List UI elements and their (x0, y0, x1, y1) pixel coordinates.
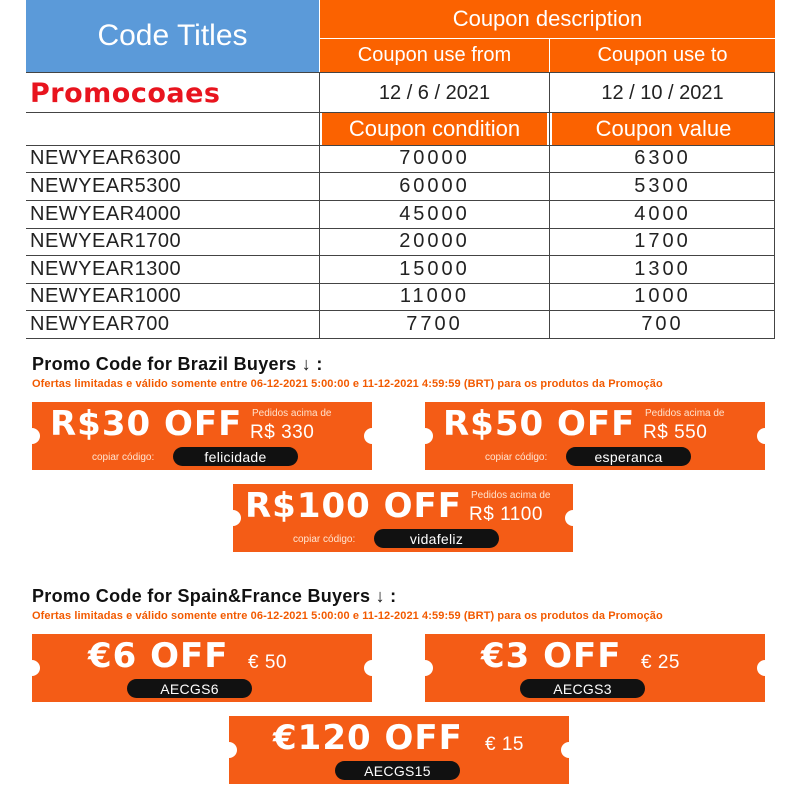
condition-value: 15000 (399, 257, 470, 280)
table-row-code (26, 172, 319, 200)
coupon-code-pill[interactable]: AECGS3 (520, 679, 645, 698)
coupon-notch (561, 742, 577, 758)
coupon-value: 700 (641, 312, 684, 335)
code-titles-label: Code Titles (97, 19, 248, 52)
code-titles-header (26, 0, 319, 72)
table-row-condition (320, 283, 549, 310)
coupon-brazil-50[interactable] (425, 402, 765, 470)
condition-value: 60000 (399, 174, 470, 197)
table-row-condition (320, 228, 549, 255)
coupon-code-pill[interactable]: AECGS6 (127, 679, 252, 698)
table-grid-line (774, 72, 775, 338)
coupon-notch (757, 660, 773, 676)
coupon-min-value: € 15 (485, 734, 524, 755)
table-row-condition (320, 200, 549, 228)
table-grid-line (26, 283, 775, 284)
coupon-code-pill[interactable]: felicidade (173, 447, 298, 466)
condition-value: 70000 (399, 147, 470, 169)
coupon-min-value: R$ 1100 (469, 504, 543, 525)
table-grid-line (26, 112, 775, 113)
table-row-value (550, 172, 775, 200)
coupon-notch (221, 742, 237, 758)
table-grid-line (26, 338, 775, 339)
table-grid-line (319, 72, 320, 338)
coupon-notch (364, 660, 380, 676)
coupon-value: 4000 (634, 202, 691, 225)
coupon-notch (24, 428, 40, 444)
coupon-code-pill[interactable]: esperanca (566, 447, 691, 466)
coupon-value: 1300 (634, 257, 691, 280)
table-row-code (26, 200, 319, 228)
brand-logo-text: Promocoaes (30, 77, 221, 109)
table-row-code (26, 145, 319, 172)
code-value: NEWYEAR5300 (30, 174, 182, 197)
coupon-min-value: R$ 550 (643, 422, 708, 443)
table-grid-line (26, 145, 775, 146)
coupon-europe-3[interactable] (425, 634, 765, 702)
coupon-amount: €6 OFF (88, 636, 229, 676)
coupon-notch (24, 660, 40, 676)
coupon-notch (565, 510, 581, 526)
value-label: Coupon value (595, 116, 732, 141)
use-from-header (320, 39, 549, 72)
coupon-amount: €120 OFF (273, 718, 463, 758)
condition-label: Coupon condition (348, 116, 521, 141)
table-row-condition (320, 145, 549, 172)
table-row-value (550, 283, 775, 310)
use-to-header (550, 39, 775, 72)
coupon-notch (225, 510, 241, 526)
brand-cell (26, 73, 319, 113)
condition-header (322, 113, 547, 145)
use-from-label: Coupon use from (357, 44, 512, 66)
table-row-value (550, 228, 775, 255)
table-grid-line (26, 200, 775, 201)
table-grid-line (26, 228, 775, 229)
code-value: NEWYEAR1300 (30, 257, 182, 280)
use-from-cell (320, 73, 549, 113)
table-row-condition (320, 172, 549, 200)
table-grid-line (26, 255, 775, 256)
table-row-value (550, 200, 775, 228)
use-to-label: Coupon use to (597, 44, 728, 66)
table-row-code (26, 228, 319, 255)
coupon-min-label: Pedidos acima de (471, 490, 551, 501)
condition-value: 11000 (399, 285, 470, 307)
use-to-cell (550, 73, 775, 113)
coupon-min-value: € 50 (248, 652, 287, 673)
coupon-notch (417, 428, 433, 444)
coupon-europe-120[interactable] (229, 716, 569, 784)
coupon-min-label: Pedidos acima de (252, 408, 332, 419)
value-header (552, 113, 775, 145)
coupon-min-value: € 25 (641, 652, 680, 673)
copy-code-label: copiar código: (485, 452, 548, 463)
condition-value: 7700 (406, 312, 463, 335)
use-to-value: 12 / 10 / 2021 (601, 81, 724, 104)
coupon-code-pill[interactable]: vidafeliz (374, 529, 499, 548)
table-grid-line (26, 72, 775, 73)
coupon-value: 1000 (634, 285, 691, 307)
table-grid-line (26, 172, 775, 173)
table-row-value (550, 145, 775, 172)
table-row-code (26, 255, 319, 283)
coupon-description-label: Coupon description (452, 6, 643, 31)
coupon-notch (364, 428, 380, 444)
table-row-code (26, 310, 319, 338)
code-value: NEWYEAR1700 (30, 230, 182, 252)
coupon-brazil-30[interactable] (32, 402, 372, 470)
condition-value: 20000 (399, 230, 470, 252)
table-row-value (550, 255, 775, 283)
coupon-amount: R$30 OFF (50, 404, 243, 444)
coupon-notch (417, 660, 433, 676)
coupon-min-value: R$ 330 (250, 422, 315, 443)
coupon-value: 1700 (634, 230, 691, 252)
brazil-section-note: Ofertas limitadas e válido somente entre 06-12-2021 5:00:00 e 11-12-2021 4:59:59 (BRT) para os produtos da Promoção (32, 378, 663, 390)
europe-section-note: Ofertas limitadas e válido somente entre 06-12-2021 5:00:00 e 11-12-2021 4:59:59 (BRT) para os produtos da Promoção (32, 610, 663, 622)
coupon-description-header (320, 0, 775, 38)
table-row-condition (320, 310, 549, 338)
code-value: NEWYEAR1000 (30, 285, 182, 307)
coupon-europe-6[interactable] (32, 634, 372, 702)
table-grid-line (549, 72, 550, 338)
coupon-value: 5300 (634, 174, 691, 197)
coupon-min-label: Pedidos acima de (645, 408, 725, 419)
coupon-notch (757, 428, 773, 444)
coupon-amount: R$100 OFF (245, 486, 463, 526)
copy-code-label: copiar código: (92, 452, 155, 463)
europe-section-title: Promo Code for Spain&France Buyers ↓ : (32, 586, 397, 606)
coupon-amount: R$50 OFF (443, 404, 636, 444)
table-row-value (550, 310, 775, 338)
copy-code-label: copiar código: (293, 534, 356, 545)
condition-value: 45000 (399, 202, 470, 225)
code-value: NEWYEAR4000 (30, 202, 182, 225)
code-value: NEWYEAR700 (30, 312, 170, 335)
coupon-brazil-100[interactable] (233, 484, 573, 552)
table-row-condition (320, 255, 549, 283)
coupon-code-pill[interactable]: AECGS15 (335, 761, 460, 780)
code-value: NEWYEAR6300 (30, 147, 182, 169)
use-from-value: 12 / 6 / 2021 (378, 81, 491, 104)
coupon-value: 6300 (634, 147, 691, 169)
table-row-code (26, 283, 319, 310)
table-grid-line (26, 310, 775, 311)
brazil-section-title: Promo Code for Brazil Buyers ↓ : (32, 354, 323, 374)
coupon-amount: €3 OFF (481, 636, 622, 676)
